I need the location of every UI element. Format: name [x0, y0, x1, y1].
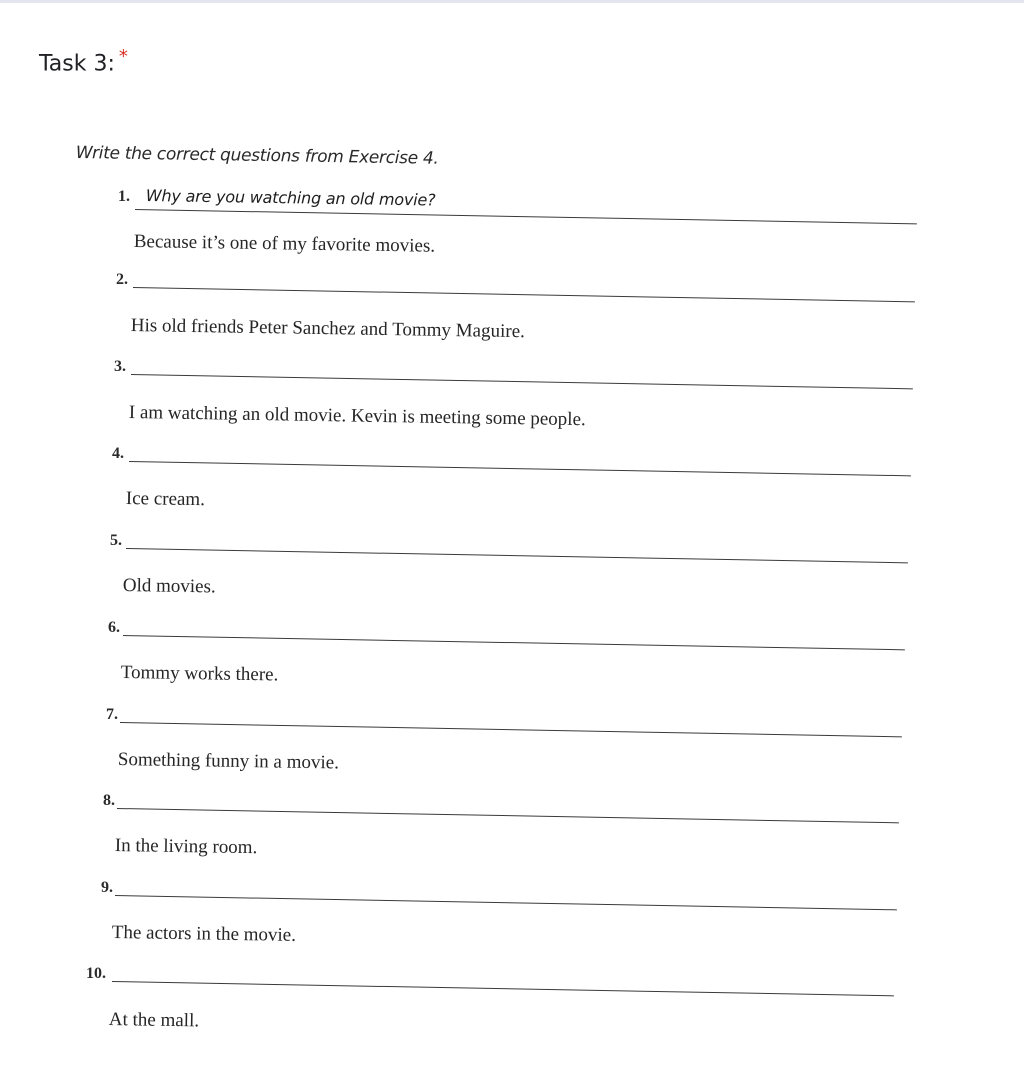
answer-line	[131, 374, 913, 389]
item-number: 4.	[112, 445, 124, 462]
top-divider	[0, 0, 1024, 3]
worksheet-item	[60, 354, 960, 434]
item-number: 5.	[110, 532, 122, 549]
answer-text: At the mall.	[108, 1009, 200, 1032]
worksheet-item	[60, 181, 960, 261]
question-title	[39, 46, 128, 76]
item-number: 3.	[114, 358, 126, 375]
worksheet-item	[60, 615, 960, 695]
worksheet-item	[60, 441, 960, 521]
worksheet-image	[60, 115, 960, 1065]
item-number: 6.	[108, 619, 120, 636]
answer-text: His old friends Peter Sanchez and Tommy Maguire.	[130, 315, 526, 343]
worksheet-instruction: Write the correct questions from Exercise 4.	[75, 143, 439, 169]
item-number: 2.	[116, 271, 128, 288]
answer-line	[126, 548, 908, 563]
answer-text: Old movies.	[122, 575, 216, 598]
item-number: 9.	[101, 879, 113, 896]
worksheet-item	[60, 702, 960, 782]
item-number: 8.	[103, 792, 115, 809]
worksheet-item	[60, 961, 960, 1041]
answer-line	[133, 287, 915, 302]
item-number: 10.	[86, 965, 106, 982]
question-title-text: Task 3:	[39, 51, 115, 77]
answer-text: The actors in the movie.	[111, 922, 297, 946]
required-asterisk: *	[118, 46, 128, 67]
answer-line	[117, 808, 899, 823]
answer-text: I am watching an old movie. Kevin is meeting some people.	[128, 402, 586, 431]
answer-line	[135, 209, 917, 224]
worksheet-item	[60, 267, 960, 347]
worksheet-item	[60, 528, 960, 608]
answer-line	[120, 722, 902, 737]
answer-line	[123, 635, 905, 650]
item-number: 7.	[106, 706, 118, 723]
worksheet-item	[60, 788, 960, 868]
handwritten-question: Why are you watching an old movie?	[145, 186, 436, 210]
answer-text: Ice cream.	[125, 488, 206, 511]
answer-text: Something funny in a movie.	[117, 749, 340, 774]
answer-line	[115, 895, 897, 910]
answer-text: Tommy works there.	[120, 662, 279, 686]
answer-line	[129, 461, 911, 476]
item-number: 1.	[118, 188, 130, 205]
answer-line	[112, 981, 894, 996]
answer-text: In the living room.	[114, 835, 258, 859]
answer-text: Because it’s one of my favorite movies.	[133, 231, 436, 257]
worksheet-item	[60, 875, 960, 955]
